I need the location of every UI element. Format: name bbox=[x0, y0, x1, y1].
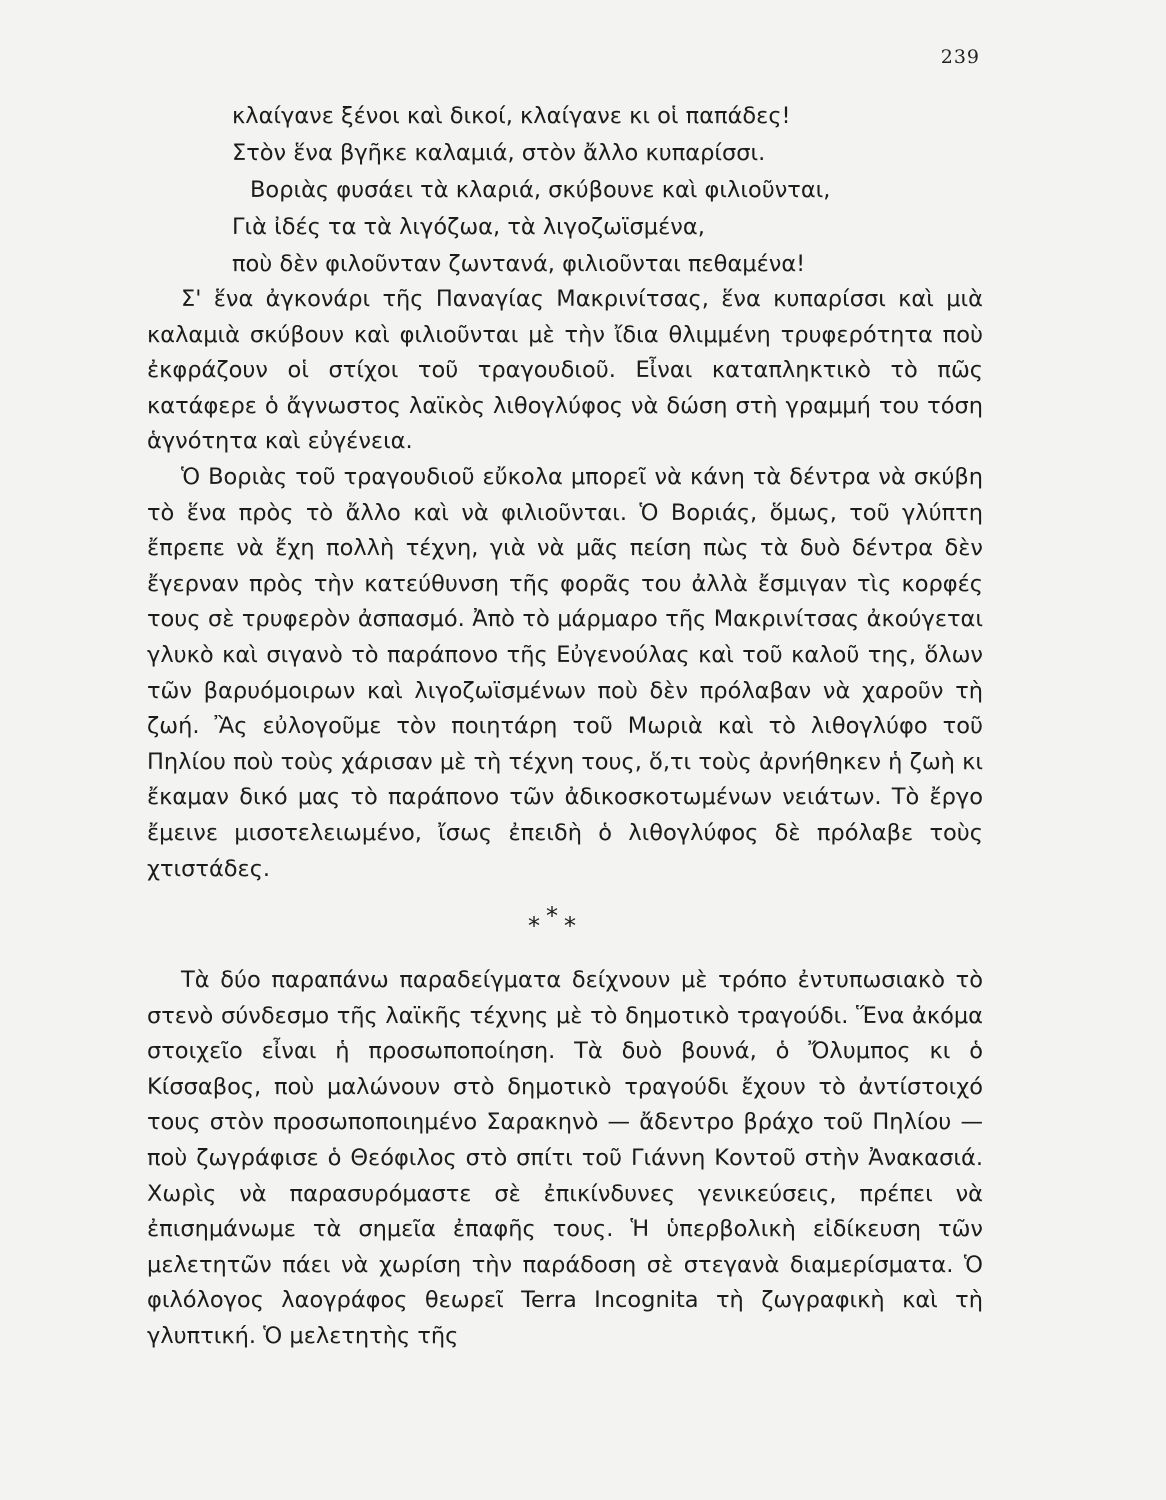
paragraph: Ὁ Βοριὰς τοῦ τραγουδιοῦ εὔκολα μπορεῖ νὰ κάνη τὰ δέντρα νὰ σκύβη τὸ ἕνα πρὸς τὸ ἄλλο καὶ νὰ φιλιοῦνται. Ὁ Βοριάς, ὅμως, τοῦ γλύπτη ἔπρεπε νὰ ἔχη πολλὴ τέχνη, γιὰ νὰ μᾶς πείση πὼς τὰ δυὸ δέντρα δὲν ἔγερναν πρὸς τὴν κατεύθυνση τῆς φορᾶς του ἀλλὰ ἔσμιγαν τὶς κορφές τους σὲ τρυφερὸν ἀσπασμό. Ἀπὸ τὸ μάρμαρο τῆς Μακρινίτσας ἀκούγεται γλυκὸ καὶ σιγανὸ τὸ παράπονο τῆς Εὐγενούλας καὶ τοῦ καλοῦ της, ὅλων τῶν βαρυόμοιρων καὶ λιγοζωϊσμένων ποὺ δὲν πρόλαβαν νὰ χαροῦν τὴ ζωή. Ἂς εὐλογοῦμε τὸν ποιητάρη τοῦ Μωριὰ καὶ τὸ λιθογλύφο τοῦ Πηλίου ποὺ τοὺς χάρισαν μὲ τὴ τέχνη τους, ὅ,τι τοὺς ἀρνήθηκεν ἡ ζωὴ κι ἔκαμαν δικό μας τὸ παράπονο τῶν ἀδικοσκοτωμένων νειάτων. Τὸ ἔργο ἔμεινε μισοτελειωμένο, ἴσως ἐπειδὴ ὁ λιθογλύφος δὲ πρόλαβε τοὺς χτιστάδες. bbox=[147, 464, 983, 882]
poem-line: ποὺ δὲν φιλοῦνταν ζωντανά, φιλιοῦνται πεθαμένα! bbox=[232, 251, 806, 277]
paragraph: Τὰ δύο παραπάνω παραδείγματα δείχνουν μὲ τρόπο ἐντυπωσιακὸ τὸ στενὸ σύνδεσμο τῆς λαϊκῆς τέχνης μὲ τὸ δημοτικὸ τραγούδι. Ἕνα ἀκόμα στοιχεῖο εἶναι ἡ προσωποποίηση. Τὰ δυὸ βουνά, ὁ Ὄλυμπος κι ὁ Κίσσαβος, ποὺ μαλώνουν στὸ δημοτικὸ τραγούδι ἔχουν τὸ ἀντίστοιχό τους στὸν προσωποποιημένο Σαρακηνὸ — ἄδεντρο βράχο τοῦ Πηλίου — ποὺ ζωγράφισε ὁ Θεόφιλος στὸ σπίτι τοῦ Γιάννη Κοντοῦ στὴν Ἀνακασιά. Χωρὶς νὰ παρασυρόμαστε σὲ ἐπικίνδυνες γενικεύσεις, πρέπει νὰ ἐπισημάνωμε τὰ σημεῖα ἐπαφῆς τους. Ἡ ὑπερβολικὴ εἰδίκευση τῶν μελετητῶν πάει νὰ χωρίση τὴν παράδοση σὲ στεγανὰ διαμερίσματα. Ὁ φιλόλογος λαογράφος θεωρεῖ Terra Incognita τὴ ζωγραφικὴ καὶ τὴ γλυπτική. Ὁ μελετητὴς τῆς bbox=[147, 967, 983, 1349]
separator-star: * bbox=[546, 902, 564, 930]
poem-line: Γιὰ ἰδές τα τὰ λιγόζωα, τὰ λιγοζωϊσμένα, bbox=[232, 214, 705, 240]
poem-line: κλαίγανε ξένοι καὶ δικοί, κλαίγανε κι οἱ παπάδες! bbox=[232, 103, 791, 129]
section-separator bbox=[528, 902, 582, 940]
poem-line: Βοριὰς φυσάει τὰ κλαριά, σκύβουνε καὶ φιλιοῦνται, bbox=[250, 177, 831, 203]
poem-line: Στὸν ἕνα βγῆκε καλαμιά, στὸν ἄλλο κυπαρίσσι. bbox=[232, 140, 766, 166]
paragraph: Σ' ἕνα ἀγκονάρι τῆς Παναγίας Μακρινίτσας, ἕνα κυπαρίσσι καὶ μιὰ καλαμιὰ σκύβουν καὶ φιλιοῦνται μὲ τὴν ἴδια θλιμμένη τρυφερότητα ποὺ ἐκφράζουν οἱ στίχοι τοῦ τραγουδιοῦ. Εἶναι καταπληκτικὸ τὸ πῶς κατάφερε ὁ ἄγνωστος λαϊκὸς λιθογλύφος νὰ δώση στὴ γραμμή του τόση ἁγνότητα καὶ εὐγένεια. bbox=[147, 286, 983, 455]
page-number: 239 bbox=[940, 46, 980, 68]
separator-star: * bbox=[528, 912, 546, 940]
separator-star: * bbox=[564, 912, 582, 940]
